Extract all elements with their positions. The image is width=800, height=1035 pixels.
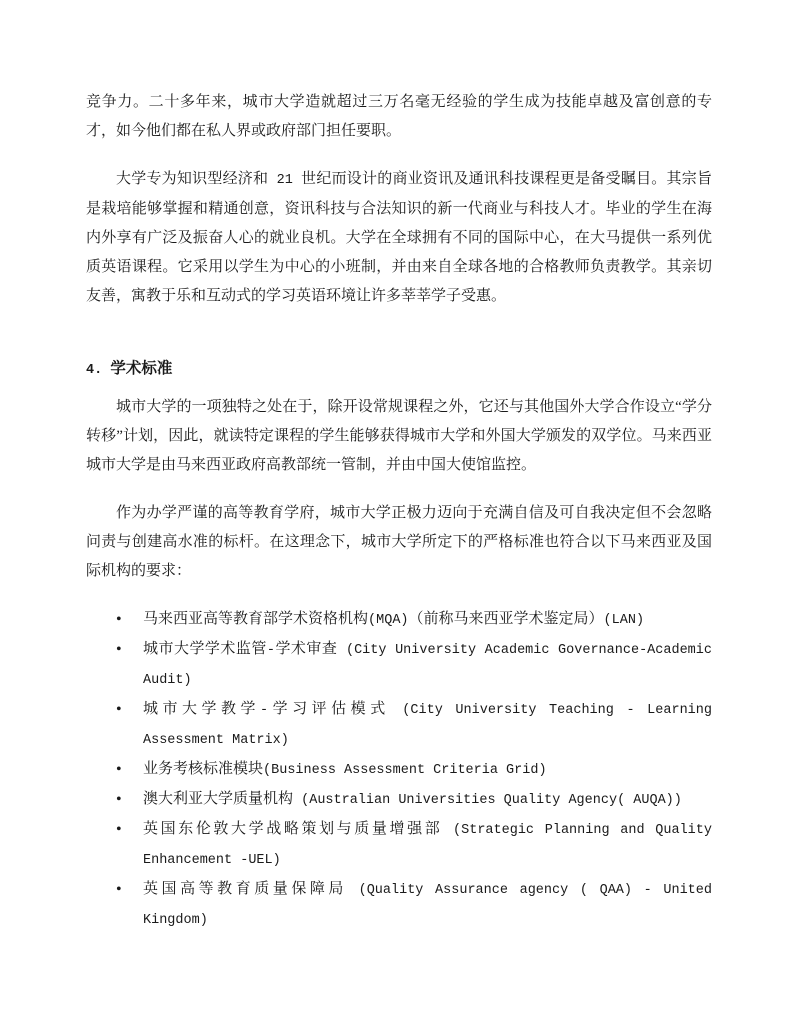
latin-text: (Australian Universities Quality Agency( AUQA))	[293, 793, 682, 808]
bullet-item-business-criteria: • 业务考核标准模块(Business Assessment Criteria Grid)	[86, 755, 712, 785]
latin-text: (Business Assessment Criteria Grid)	[263, 763, 547, 778]
bullet-item-qaa: • 英国高等教育质量保障局 (Quality Assurance agency ( QAA) - United Kingdom)	[86, 875, 712, 935]
latin-text: -	[260, 703, 269, 718]
accreditation-bullet-list	[86, 605, 712, 935]
paragraph-standards-intro: 作为办学严谨的高等教育学府，城市大学正极力迈向于充满自信及可自我决定但不会忽略问责与创建高水准的标杆。在这理念下，城市大学所定下的严格标准也符合以下马来西亚及国际机构的要求：	[86, 505, 712, 579]
section-heading-academic-standards: 4. 学术标准	[86, 360, 173, 378]
bullet-item-assessment-matrix: • 城市大学教学-学习评估模式 (City University Teaching - Learning Assessment Matrix)	[86, 695, 712, 755]
latin-text: 4.	[86, 363, 111, 378]
latin-text: (LAN)	[603, 613, 645, 628]
bullet-item-auqa: • 澳大利亚大学质量机构 (Australian Universities Quality Agency( AUQA))	[86, 785, 712, 815]
latin-text: (Strategic Planning and Quality Enhancement -UEL)	[143, 823, 712, 868]
latin-text: (City University Academic Governance-Academic Audit)	[143, 643, 712, 688]
latin-text: 21	[268, 173, 302, 188]
bullet-item-mqa: • 马来西亚高等教育部学术资格机构(MQA)（前称马来西亚学术鉴定局）(LAN)	[86, 605, 712, 635]
bullet-item-academic-audit: • 城市大学学术监管-学术审查 (City University Academic Governance-Academic Audit)	[86, 635, 712, 695]
latin-text: (MQA)	[368, 613, 409, 628]
document-content	[86, 88, 712, 935]
latin-text: (City University Teaching - Learning Assessment Matrix)	[143, 703, 712, 748]
bullet-item-uel: • 英国东伦敦大学战略策划与质量增强部 (Strategic Planning and Quality Enhancement -UEL)	[86, 815, 712, 875]
paragraph-courses: 大学专为知识型经济和 21 世纪而设计的商业资讯及通讯科技课程更是备受瞩目。其宗旨是栽培能够掌握和精通创意，资讯科技与合法知识的新一代商业与科技人才。毕业的学生在海内外享有广泛及振奋人心的就业良机。大学在全球拥有不同的国际中心，在大马提供一系列优质英语课程。它采用以学生为中心的小班制，并由来自全球各地的合格教师负责教学。其亲切友善，寓教于乐和互动式的学习英语环境让许多莘莘学子受惠。	[86, 171, 712, 304]
latin-text: -	[266, 643, 275, 658]
paragraph-credit-transfer: 城市大学的一项独特之处在于，除开设常规课程之外，它还与其他国外大学合作设立“学分转移”计划，因此，就读特定课程的学生能够获得城市大学和外国大学颁发的双学位。马来西亚城市大学是由马来西亚政府高教部统一管制，并由中国大使馆监控。	[86, 399, 712, 473]
paragraph-continuation: 竞争力。二十多年来，城市大学造就超过三万名毫无经验的学生成为技能卓越及富创意的专才，如今他们都在私人界或政府部门担任要职。	[86, 94, 712, 139]
latin-text: (Quality Assurance agency ( QAA) - United Kingdom)	[143, 883, 712, 928]
